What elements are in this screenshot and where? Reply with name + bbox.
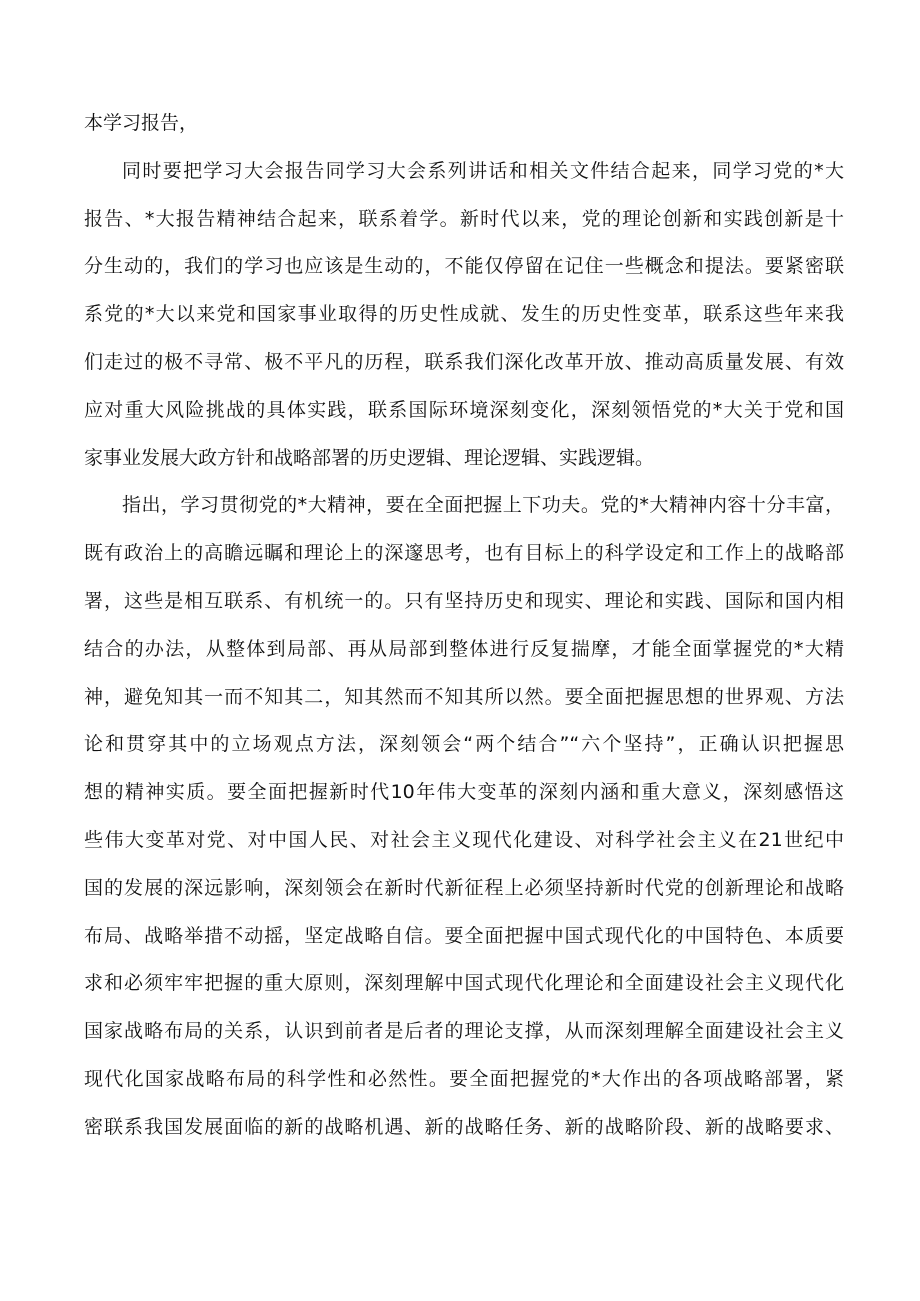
text-line: 结合的办法，从整体到局部、再从局部到整体进行反复揣摩，才能全面掌握党的*大精 — [84, 637, 844, 660]
document-body — [84, 100, 844, 1152]
text-line: 系党的*大以来党和国家事业取得的历史性成就、发生的历史性变革，联系这些年来我 — [84, 303, 844, 326]
text-line: 既有政治上的高瞻远瞩和理论上的深邃思考，也有目标上的科学设定和工作上的战略部 — [84, 542, 844, 565]
text-line: 们走过的极不寻常、极不平凡的历程，联系我们深化改革开放、推动高质量发展、有效 — [84, 350, 844, 373]
text-line: 同时要把学习大会报告同学习大会系列讲话和相关文件结合起来，同学习党的*大 — [122, 159, 844, 182]
paragraph-1 — [84, 100, 844, 148]
text-line: 些伟大变革对党、对中国人民、对社会主义现代化建设、对科学社会主义在21世纪中 — [84, 828, 844, 851]
text-line: 现代化国家战略布局的科学性和必然性。要全面把握党的*大作出的各项战略部署，紧 — [84, 1067, 844, 1090]
paragraph-2 — [84, 148, 844, 483]
text-line: 报告、*大报告精神结合起来，联系着学。新时代以来，党的理论创新和实践创新是十 — [84, 207, 844, 230]
text-line: 应对重大风险挑战的具体实践，联系国际环境深刻变化，深刻领悟党的*大关于党和国 — [84, 398, 844, 421]
text-line: 密联系我国发展面临的新的战略机遇、新的战略任务、新的战略阶段、新的战略要求、 — [84, 1115, 844, 1138]
paragraph-3 — [84, 482, 844, 1151]
text-line: 国家战略布局的关系，认识到前者是后者的理论支撑，从而深刻理解全面建设社会主义 — [84, 1020, 844, 1043]
text-line: 本学习报告， — [84, 112, 199, 134]
text-line: 想的精神实质。要全面把握新时代10年伟大变革的深刻内涵和重大意义，深刻感悟这 — [84, 781, 844, 804]
text-line: 布局、战略举措不动摇，坚定战略自信。要全面把握中国式现代化的中国特色、本质要 — [84, 924, 844, 947]
text-line: 署，这些是相互联系、有机统一的。只有坚持历史和现实、理论和实践、国际和国内相 — [84, 589, 844, 612]
text-line: 国的发展的深远影响，深刻领会在新时代新征程上必须坚持新时代党的创新理论和战略 — [84, 876, 844, 899]
text-line: 分生动的，我们的学习也应该是生动的，不能仅停留在记住一些概念和提法。要紧密联 — [84, 255, 844, 278]
text-line: 神，避免知其一而不知其二，知其然而不知其所以然。要全面把握思想的世界观、方法 — [84, 685, 844, 708]
text-line: 求和必须牢牢把握的重大原则，深刻理解中国式现代化理论和全面建设社会主义现代化 — [84, 972, 844, 995]
text-line: 家事业发展大政方针和战略部署的历史逻辑、理论逻辑、实践逻辑。 — [84, 446, 655, 469]
text-line: 指出，学习贯彻党的*大精神，要在全面把握上下功夫。党的*大精神内容十分丰富， — [122, 494, 844, 517]
text-line: 论和贯穿其中的立场观点方法，深刻领会“两个结合”“六个坚持”，正确认识把握思 — [84, 733, 844, 756]
